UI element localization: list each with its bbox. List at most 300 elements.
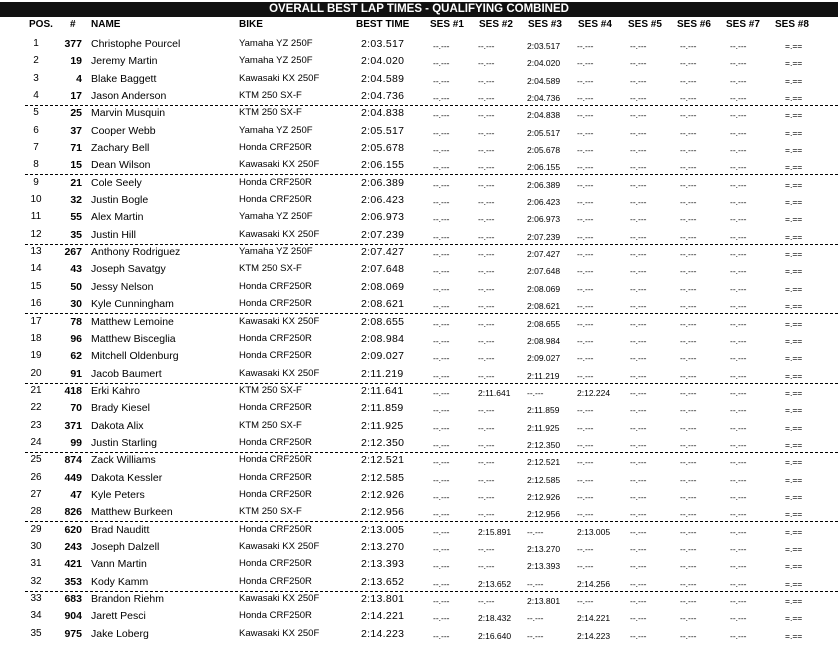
session-2-cell: 2:16.640 bbox=[478, 630, 512, 641]
session-5-cell: --.--- bbox=[630, 214, 647, 225]
best-time-cell: 2:12.956 bbox=[361, 506, 405, 519]
best-time-cell: 2:08.621 bbox=[361, 298, 405, 311]
session-4-cell: --.--- bbox=[577, 318, 594, 329]
session-4-cell: --.--- bbox=[577, 231, 594, 242]
session-2-cell: --.--- bbox=[478, 457, 495, 468]
session-8-cell: =.== bbox=[785, 58, 803, 69]
best-time-cell: 2:08.984 bbox=[361, 332, 405, 345]
rider-name-cell: Joseph Dalzell bbox=[91, 540, 160, 553]
session-3-cell: --.--- bbox=[527, 526, 544, 537]
rider-name-cell: Jacob Baumert bbox=[91, 367, 162, 380]
session-4-cell: --.--- bbox=[577, 110, 594, 121]
bike-cell: Honda CRF250R bbox=[239, 298, 312, 310]
session-3-cell: 2:03.517 bbox=[527, 41, 561, 51]
bike-cell: Honda CRF250R bbox=[239, 610, 312, 622]
session-2-cell: --.--- bbox=[478, 491, 495, 502]
bike-cell: KTM 250 SX-F bbox=[239, 107, 302, 119]
pos-cell: 30 bbox=[30, 540, 42, 552]
session-5-cell: --.--- bbox=[630, 474, 647, 485]
session-5-cell: --.--- bbox=[630, 596, 647, 606]
session-6-cell: --.--- bbox=[680, 231, 697, 242]
session-5-cell: --.--- bbox=[630, 93, 647, 104]
rider-name-cell: Dean Wilson bbox=[91, 159, 151, 172]
session-8-cell: =.== bbox=[785, 145, 803, 156]
session-7-cell: --.--- bbox=[730, 578, 747, 589]
session-3-cell: 2:09.027 bbox=[527, 353, 561, 364]
session-7-cell: --.--- bbox=[730, 41, 747, 51]
bike-cell: Yamaha YZ 250F bbox=[239, 124, 313, 136]
bike-cell: Honda CRF250R bbox=[239, 142, 312, 154]
bike-cell: Honda CRF250R bbox=[239, 471, 312, 483]
session-7-cell: --.--- bbox=[730, 439, 747, 450]
session-4-cell: --.--- bbox=[577, 266, 594, 277]
best-time-cell: 2:12.350 bbox=[361, 436, 405, 449]
best-time-cell: 2:13.801 bbox=[361, 593, 405, 605]
best-time-cell: 2:06.389 bbox=[361, 176, 405, 189]
number-cell: 620 bbox=[64, 523, 82, 536]
pos-cell: 9 bbox=[33, 176, 39, 188]
session-7-cell: --.--- bbox=[730, 266, 747, 277]
session-3-cell: 2:06.389 bbox=[527, 179, 561, 190]
best-time-cell: 2:12.926 bbox=[361, 488, 405, 501]
session-4-cell: --.--- bbox=[577, 301, 594, 312]
session-1-cell: --.--- bbox=[433, 613, 450, 624]
table-row bbox=[0, 331, 838, 348]
best-time-cell: 2:05.517 bbox=[361, 124, 405, 137]
session-4-cell: --.--- bbox=[577, 596, 594, 606]
table-row bbox=[0, 105, 838, 122]
table-row bbox=[0, 175, 838, 192]
number-cell: 17 bbox=[70, 90, 82, 103]
session-2-cell: --.--- bbox=[478, 179, 495, 190]
session-1-cell: --.--- bbox=[433, 491, 450, 502]
session-6-cell: --.--- bbox=[680, 214, 697, 225]
session-2-cell: --.--- bbox=[478, 231, 495, 242]
session-2-cell: --.--- bbox=[478, 318, 495, 329]
number-cell: 353 bbox=[64, 575, 82, 588]
session-1-cell: --.--- bbox=[433, 231, 450, 242]
pos-cell: 8 bbox=[33, 159, 39, 171]
number-cell: 975 bbox=[64, 627, 82, 640]
session-2-cell: --.--- bbox=[478, 197, 495, 208]
session-8-cell: =.== bbox=[785, 353, 803, 364]
pos-cell: 12 bbox=[30, 228, 42, 240]
table-row bbox=[0, 626, 838, 643]
session-1-cell: --.--- bbox=[433, 318, 450, 329]
pos-cell: 3 bbox=[33, 72, 39, 84]
bike-cell: Honda CRF250R bbox=[239, 176, 312, 188]
pos-cell: 20 bbox=[30, 367, 42, 379]
session-2-cell: --.--- bbox=[478, 509, 495, 520]
session-2-cell: --.--- bbox=[478, 145, 495, 156]
session-6-cell: --.--- bbox=[680, 509, 697, 520]
session-8-cell: =.== bbox=[785, 249, 803, 260]
session-5-cell: --.--- bbox=[630, 110, 647, 121]
number-cell: 37 bbox=[70, 124, 82, 137]
rider-name-cell: Jarett Pesci bbox=[91, 610, 146, 623]
header-best-time: BEST TIME bbox=[356, 19, 410, 30]
session-8-cell: =.== bbox=[785, 630, 803, 641]
session-8-cell: =.== bbox=[785, 214, 803, 225]
session-3-cell: 2:13.801 bbox=[527, 596, 561, 606]
bike-cell: Honda CRF250R bbox=[239, 436, 312, 448]
header-ses4: SES #4 bbox=[578, 19, 612, 30]
session-6-cell: --.--- bbox=[680, 491, 697, 502]
rider-name-cell: Dakota Alix bbox=[91, 419, 144, 432]
session-3-cell: 2:05.678 bbox=[527, 145, 561, 156]
number-cell: 243 bbox=[64, 540, 82, 553]
session-4-cell: 2:13.005 bbox=[577, 526, 611, 537]
session-3-cell: 2:07.239 bbox=[527, 231, 561, 242]
rider-name-cell: Christophe Pourcel bbox=[91, 38, 181, 50]
session-5-cell: --.--- bbox=[630, 613, 647, 624]
session-7-cell: --.--- bbox=[730, 283, 747, 294]
session-1-cell: --.--- bbox=[433, 439, 450, 450]
best-time-cell: 2:09.027 bbox=[361, 350, 405, 363]
table-row bbox=[0, 539, 838, 556]
table-row bbox=[0, 53, 838, 70]
session-8-cell: =.== bbox=[785, 231, 803, 242]
number-cell: 50 bbox=[70, 280, 82, 293]
table-row bbox=[0, 608, 838, 625]
session-1-cell: --.--- bbox=[433, 110, 450, 121]
number-cell: 96 bbox=[70, 332, 82, 345]
table-row bbox=[0, 314, 838, 331]
bike-cell: KTM 250 SX-F bbox=[239, 419, 302, 431]
best-time-cell: 2:14.223 bbox=[361, 627, 405, 640]
session-8-cell: =.== bbox=[785, 283, 803, 294]
session-7-cell: --.--- bbox=[730, 162, 747, 173]
pos-cell: 13 bbox=[30, 246, 42, 258]
session-5-cell: --.--- bbox=[630, 491, 647, 502]
session-3-cell: --.--- bbox=[527, 387, 544, 398]
session-7-cell: --.--- bbox=[730, 318, 747, 329]
bike-cell: Kawasaki KX 250F bbox=[239, 367, 320, 379]
session-2-cell: --.--- bbox=[478, 93, 495, 104]
session-8-cell: =.== bbox=[785, 266, 803, 277]
rider-name-cell: Matthew Burkeen bbox=[91, 506, 173, 519]
session-1-cell: --.--- bbox=[433, 41, 450, 51]
session-3-cell: 2:06.423 bbox=[527, 197, 561, 208]
session-3-cell: 2:05.517 bbox=[527, 127, 561, 138]
results-table bbox=[0, 36, 838, 643]
session-6-cell: --.--- bbox=[680, 596, 697, 606]
session-8-cell: =.== bbox=[785, 318, 803, 329]
session-3-cell: 2:13.393 bbox=[527, 561, 561, 572]
session-3-cell: 2:08.621 bbox=[527, 301, 561, 312]
number-cell: 78 bbox=[70, 315, 82, 328]
header-ses2: SES #2 bbox=[479, 19, 513, 30]
session-7-cell: --.--- bbox=[730, 93, 747, 104]
session-7-cell: --.--- bbox=[730, 197, 747, 208]
session-5-cell: --.--- bbox=[630, 249, 647, 260]
session-2-cell: --.--- bbox=[478, 596, 495, 606]
session-1-cell: --.--- bbox=[433, 370, 450, 381]
rider-name-cell: Blake Baggett bbox=[91, 72, 157, 85]
header-pos: POS. bbox=[29, 19, 53, 30]
session-7-cell: --.--- bbox=[730, 231, 747, 242]
best-time-cell: 2:03.517 bbox=[361, 38, 405, 50]
session-5-cell: --.--- bbox=[630, 145, 647, 156]
rider-name-cell: Jeremy Martin bbox=[91, 55, 158, 68]
bike-cell: Honda CRF250R bbox=[239, 488, 312, 500]
rider-name-cell: Vann Martin bbox=[91, 558, 147, 571]
session-8-cell: =.== bbox=[785, 439, 803, 450]
session-4-cell: --.--- bbox=[577, 405, 594, 416]
session-8-cell: =.== bbox=[785, 75, 803, 86]
session-2-cell: --.--- bbox=[478, 353, 495, 364]
session-2-cell: 2:15.891 bbox=[478, 526, 512, 537]
session-4-cell: --.--- bbox=[577, 93, 594, 104]
session-2-cell: --.--- bbox=[478, 561, 495, 572]
session-1-cell: --.--- bbox=[433, 630, 450, 641]
pos-cell: 28 bbox=[30, 506, 42, 518]
session-7-cell: --.--- bbox=[730, 214, 747, 225]
session-2-cell: 2:18.432 bbox=[478, 613, 512, 624]
session-2-cell: 2:11.641 bbox=[478, 387, 511, 398]
session-2-cell: --.--- bbox=[478, 370, 495, 381]
table-row bbox=[0, 348, 838, 365]
bike-cell: Honda CRF250R bbox=[239, 350, 312, 362]
pos-cell: 32 bbox=[30, 575, 42, 587]
session-6-cell: --.--- bbox=[680, 439, 697, 450]
header-ses7: SES #7 bbox=[726, 19, 760, 30]
title-bar bbox=[0, 2, 838, 17]
rider-name-cell: Brad Nauditt bbox=[91, 523, 150, 536]
session-3-cell: 2:04.838 bbox=[527, 110, 561, 121]
rider-name-cell: Brandon Riehm bbox=[91, 593, 164, 605]
session-3-cell: 2:04.589 bbox=[527, 75, 561, 86]
session-7-cell: --.--- bbox=[730, 509, 747, 520]
session-4-cell: --.--- bbox=[577, 457, 594, 468]
session-5-cell: --.--- bbox=[630, 231, 647, 242]
session-1-cell: --.--- bbox=[433, 474, 450, 485]
session-2-cell: --.--- bbox=[478, 301, 495, 312]
pos-cell: 18 bbox=[30, 332, 42, 344]
bike-cell: Honda CRF250R bbox=[239, 194, 312, 206]
best-time-cell: 2:04.020 bbox=[361, 55, 405, 68]
session-3-cell: 2:13.270 bbox=[527, 543, 561, 554]
session-5-cell: --.--- bbox=[630, 179, 647, 190]
session-8-cell: =.== bbox=[785, 162, 803, 173]
session-2-cell: --.--- bbox=[478, 162, 495, 173]
session-6-cell: --.--- bbox=[680, 283, 697, 294]
pos-cell: 27 bbox=[30, 488, 42, 500]
session-7-cell: --.--- bbox=[730, 526, 747, 537]
session-7-cell: --.--- bbox=[730, 110, 747, 121]
session-5-cell: --.--- bbox=[630, 509, 647, 520]
session-7-cell: --.--- bbox=[730, 179, 747, 190]
bike-cell: Yamaha YZ 250F bbox=[239, 38, 313, 49]
session-4-cell: --.--- bbox=[577, 509, 594, 520]
table-row bbox=[0, 574, 838, 591]
session-7-cell: --.--- bbox=[730, 75, 747, 86]
session-4-cell: --.--- bbox=[577, 491, 594, 502]
session-5-cell: --.--- bbox=[630, 543, 647, 554]
session-8-cell: =.== bbox=[785, 93, 803, 104]
session-4-cell: --.--- bbox=[577, 335, 594, 346]
session-6-cell: --.--- bbox=[680, 457, 697, 468]
best-time-cell: 2:07.648 bbox=[361, 263, 405, 276]
session-6-cell: --.--- bbox=[680, 58, 697, 69]
rider-name-cell: Zachary Bell bbox=[91, 142, 150, 155]
number-cell: 99 bbox=[70, 436, 82, 449]
best-time-cell: 2:05.678 bbox=[361, 142, 405, 155]
session-7-cell: --.--- bbox=[730, 335, 747, 346]
session-6-cell: --.--- bbox=[680, 162, 697, 173]
number-cell: 19 bbox=[70, 55, 82, 68]
number-cell: 32 bbox=[70, 194, 82, 207]
header-num: # bbox=[70, 19, 76, 30]
best-time-cell: 2:12.521 bbox=[361, 454, 405, 467]
best-time-cell: 2:14.221 bbox=[361, 610, 405, 623]
session-7-cell: --.--- bbox=[730, 387, 747, 398]
session-8-cell: =.== bbox=[785, 197, 803, 208]
number-cell: 449 bbox=[64, 471, 82, 484]
session-6-cell: --.--- bbox=[680, 41, 697, 51]
number-cell: 418 bbox=[64, 384, 82, 397]
session-4-cell: --.--- bbox=[577, 127, 594, 138]
session-1-cell: --.--- bbox=[433, 596, 450, 606]
table-row bbox=[0, 400, 838, 417]
session-1-cell: --.--- bbox=[433, 387, 450, 398]
session-8-cell: =.== bbox=[785, 509, 803, 520]
session-6-cell: --.--- bbox=[680, 249, 697, 260]
best-time-cell: 2:06.423 bbox=[361, 194, 405, 207]
session-3-cell: 2:06.155 bbox=[527, 162, 561, 173]
session-3-cell: 2:12.585 bbox=[527, 474, 561, 485]
session-6-cell: --.--- bbox=[680, 75, 697, 86]
session-6-cell: --.--- bbox=[680, 387, 697, 398]
number-cell: 267 bbox=[64, 246, 82, 259]
session-5-cell: --.--- bbox=[630, 561, 647, 572]
session-5-cell: --.--- bbox=[630, 335, 647, 346]
session-5-cell: --.--- bbox=[630, 457, 647, 468]
rider-name-cell: Matthew Bisceglia bbox=[91, 332, 176, 345]
session-8-cell: =.== bbox=[785, 422, 803, 433]
header-ses1: SES #1 bbox=[430, 19, 464, 30]
session-1-cell: --.--- bbox=[433, 283, 450, 294]
session-3-cell: 2:04.020 bbox=[527, 58, 561, 69]
session-4-cell: --.--- bbox=[577, 75, 594, 86]
pos-cell: 16 bbox=[30, 298, 42, 310]
header-ses3: SES #3 bbox=[528, 19, 562, 30]
session-5-cell: --.--- bbox=[630, 422, 647, 433]
session-2-cell: --.--- bbox=[478, 249, 495, 260]
header-ses6: SES #6 bbox=[677, 19, 711, 30]
session-3-cell: 2:12.521 bbox=[527, 457, 561, 468]
session-7-cell: --.--- bbox=[730, 301, 747, 312]
table-row bbox=[0, 261, 838, 278]
rider-name-cell: Zack Williams bbox=[91, 454, 156, 467]
session-8-cell: =.== bbox=[785, 387, 803, 398]
session-8-cell: =.== bbox=[785, 301, 803, 312]
rider-name-cell: Jessy Nelson bbox=[91, 280, 154, 293]
bike-cell: KTM 250 SX-F bbox=[239, 384, 302, 396]
best-time-cell: 2:04.589 bbox=[361, 72, 405, 85]
session-2-cell: --.--- bbox=[478, 405, 495, 416]
table-row bbox=[0, 452, 838, 469]
session-3-cell: --.--- bbox=[527, 613, 544, 624]
pos-cell: 31 bbox=[30, 558, 42, 570]
session-6-cell: --.--- bbox=[680, 561, 697, 572]
session-1-cell: --.--- bbox=[433, 75, 450, 86]
rider-name-cell: Cole Seely bbox=[91, 176, 142, 189]
session-5-cell: --.--- bbox=[630, 266, 647, 277]
session-4-cell: --.--- bbox=[577, 162, 594, 173]
header-ses8: SES #8 bbox=[775, 19, 809, 30]
session-8-cell: =.== bbox=[785, 179, 803, 190]
session-4-cell: --.--- bbox=[577, 197, 594, 208]
pos-cell: 22 bbox=[30, 402, 42, 414]
pos-cell: 10 bbox=[30, 194, 42, 206]
session-2-cell: --.--- bbox=[478, 543, 495, 554]
rider-name-cell: Erki Kahro bbox=[91, 384, 141, 397]
header-name: NAME bbox=[91, 19, 121, 30]
session-5-cell: --.--- bbox=[630, 353, 647, 364]
session-7-cell: --.--- bbox=[730, 353, 747, 364]
session-4-cell: 2:14.223 bbox=[577, 630, 611, 641]
best-time-cell: 2:11.859 bbox=[361, 402, 404, 415]
best-time-cell: 2:06.973 bbox=[361, 211, 405, 224]
session-7-cell: --.--- bbox=[730, 422, 747, 433]
number-cell: 4 bbox=[76, 72, 82, 85]
number-cell: 21 bbox=[70, 176, 82, 189]
best-time-cell: 2:13.652 bbox=[361, 575, 405, 588]
header-ses5: SES #5 bbox=[628, 19, 662, 30]
bike-cell: Honda CRF250R bbox=[239, 280, 312, 292]
session-2-cell: --.--- bbox=[478, 422, 495, 433]
bike-cell: Kawasaki KX 250F bbox=[239, 228, 320, 240]
number-cell: 47 bbox=[70, 488, 82, 501]
session-8-cell: =.== bbox=[785, 110, 803, 121]
bike-cell: Honda CRF250R bbox=[239, 332, 312, 344]
table-row bbox=[0, 418, 838, 435]
number-cell: 683 bbox=[64, 593, 82, 605]
session-7-cell: --.--- bbox=[730, 596, 747, 606]
session-3-cell: 2:11.219 bbox=[527, 370, 560, 381]
table-row bbox=[0, 244, 838, 261]
session-5-cell: --.--- bbox=[630, 58, 647, 69]
session-5-cell: --.--- bbox=[630, 370, 647, 381]
session-5-cell: --.--- bbox=[630, 301, 647, 312]
table-row bbox=[0, 504, 838, 521]
number-cell: 377 bbox=[64, 38, 82, 50]
number-cell: 35 bbox=[70, 228, 82, 241]
session-5-cell: --.--- bbox=[630, 578, 647, 589]
session-4-cell: --.--- bbox=[577, 249, 594, 260]
table-row bbox=[0, 591, 838, 608]
best-time-cell: 2:13.393 bbox=[361, 558, 405, 571]
session-3-cell: 2:08.655 bbox=[527, 318, 561, 329]
session-1-cell: --.--- bbox=[433, 353, 450, 364]
session-4-cell: --.--- bbox=[577, 474, 594, 485]
session-8-cell: =.== bbox=[785, 526, 803, 537]
session-3-cell: 2:08.069 bbox=[527, 283, 561, 294]
session-2-cell: --.--- bbox=[478, 439, 495, 450]
pos-cell: 25 bbox=[30, 454, 42, 466]
table-row bbox=[0, 71, 838, 88]
pos-cell: 11 bbox=[30, 211, 42, 223]
session-8-cell: =.== bbox=[785, 561, 803, 572]
session-5-cell: --.--- bbox=[630, 127, 647, 138]
rider-name-cell: Dakota Kessler bbox=[91, 471, 163, 484]
pos-cell: 34 bbox=[30, 610, 42, 622]
table-row bbox=[0, 522, 838, 539]
session-5-cell: --.--- bbox=[630, 630, 647, 641]
session-4-cell: 2:14.256 bbox=[577, 578, 611, 589]
session-6-cell: --.--- bbox=[680, 405, 697, 416]
